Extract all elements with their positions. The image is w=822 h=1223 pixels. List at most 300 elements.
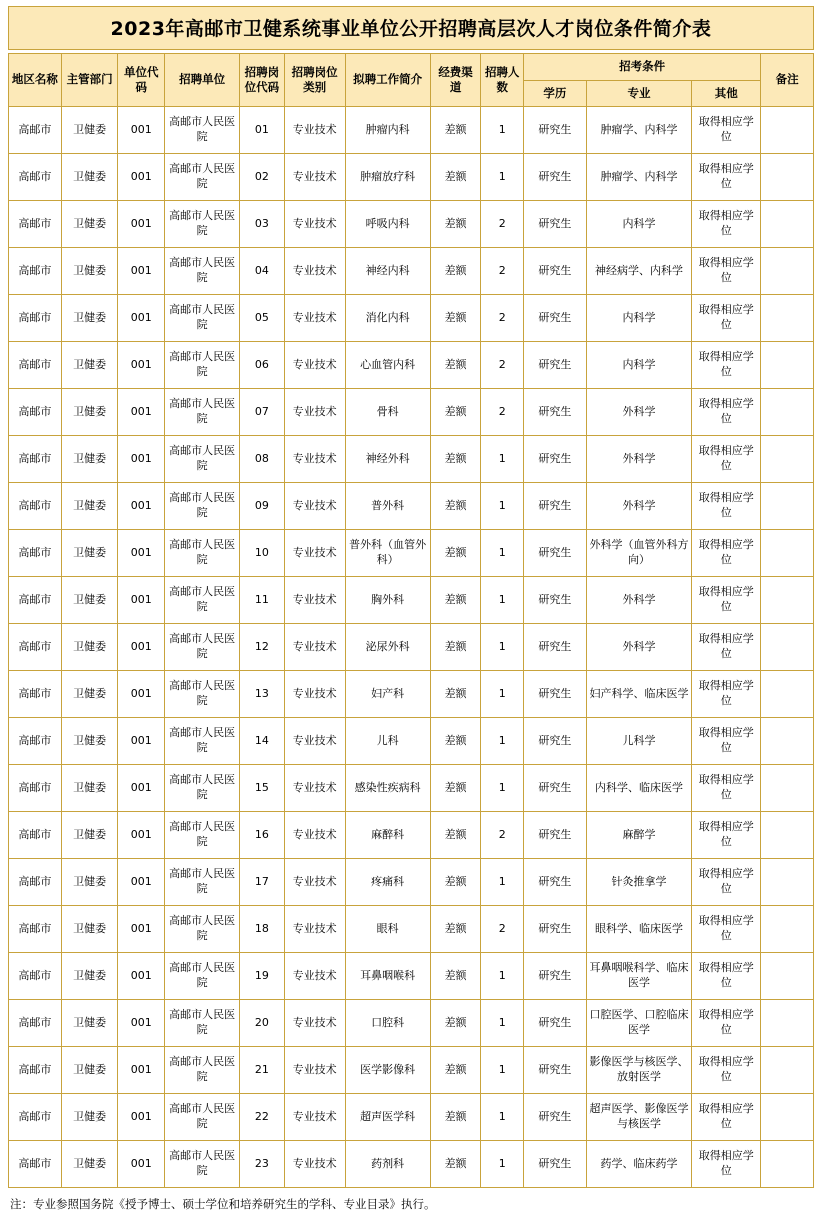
cell-remark	[761, 718, 814, 765]
cell-dept: 卫健委	[61, 953, 118, 1000]
cell-major: 外科学（血管外科方向）	[586, 530, 691, 577]
cell-dept: 卫健委	[61, 154, 118, 201]
cell-other: 取得相应学位	[692, 624, 761, 671]
cell-remark	[761, 530, 814, 577]
cell-unit: 高邮市人民医院	[165, 483, 240, 530]
cell-dept: 卫健委	[61, 718, 118, 765]
cell-major: 外科学	[586, 389, 691, 436]
cell-unit-code: 001	[118, 906, 165, 953]
cell-post-code: 03	[240, 201, 285, 248]
cell-other: 取得相应学位	[692, 953, 761, 1000]
cell-dept: 卫健委	[61, 906, 118, 953]
table-row	[9, 1141, 814, 1188]
cell-dept: 卫健委	[61, 1141, 118, 1188]
cell-unit-code: 001	[118, 1141, 165, 1188]
cell-count: 1	[481, 671, 524, 718]
cell-post-type: 专业技术	[284, 671, 345, 718]
cell-area: 高邮市	[9, 577, 62, 624]
cell-other: 取得相应学位	[692, 812, 761, 859]
cell-remark	[761, 812, 814, 859]
cell-post-code: 14	[240, 718, 285, 765]
cell-count: 1	[481, 1047, 524, 1094]
cell-funding: 差额	[430, 389, 481, 436]
table-row	[9, 201, 814, 248]
cell-area: 高邮市	[9, 389, 62, 436]
table-row	[9, 953, 814, 1000]
cell-area: 高邮市	[9, 765, 62, 812]
cell-count: 1	[481, 859, 524, 906]
col-header-conditions-group: 招考条件	[523, 54, 760, 81]
cell-education: 研究生	[523, 1000, 586, 1047]
cell-dept: 卫健委	[61, 530, 118, 577]
cell-area: 高邮市	[9, 248, 62, 295]
cell-other: 取得相应学位	[692, 436, 761, 483]
cell-funding: 差额	[430, 812, 481, 859]
cell-funding: 差额	[430, 248, 481, 295]
cell-job: 肿瘤放疗科	[345, 154, 430, 201]
cell-unit: 高邮市人民医院	[165, 624, 240, 671]
cell-area: 高邮市	[9, 107, 62, 154]
cell-job: 眼科	[345, 906, 430, 953]
cell-post-code: 17	[240, 859, 285, 906]
cell-dept: 卫健委	[61, 201, 118, 248]
cell-remark	[761, 342, 814, 389]
cell-post-code: 08	[240, 436, 285, 483]
cell-major: 内科学	[586, 342, 691, 389]
cell-funding: 差额	[430, 859, 481, 906]
cell-funding: 差额	[430, 1047, 481, 1094]
cell-funding: 差额	[430, 107, 481, 154]
cell-count: 1	[481, 718, 524, 765]
cell-funding: 差额	[430, 906, 481, 953]
cell-unit: 高邮市人民医院	[165, 1047, 240, 1094]
col-header-count: 招聘人数	[481, 54, 524, 107]
footnote: 注：专业参照国务院《授予博士、硕士学位和培养研究生的学科、专业目录》执行。	[10, 1197, 436, 1212]
table-row	[9, 1094, 814, 1141]
cell-unit-code: 001	[118, 718, 165, 765]
cell-education: 研究生	[523, 201, 586, 248]
cell-education: 研究生	[523, 765, 586, 812]
cell-major: 眼科学、临床医学	[586, 906, 691, 953]
cell-post-code: 04	[240, 248, 285, 295]
cell-funding: 差额	[430, 530, 481, 577]
cell-dept: 卫健委	[61, 1047, 118, 1094]
cell-dept: 卫健委	[61, 1000, 118, 1047]
cell-funding: 差额	[430, 295, 481, 342]
cell-post-type: 专业技术	[284, 436, 345, 483]
cell-job: 肿瘤内科	[345, 107, 430, 154]
table-row	[9, 624, 814, 671]
cell-education: 研究生	[523, 389, 586, 436]
cell-education: 研究生	[523, 295, 586, 342]
cell-funding: 差额	[430, 154, 481, 201]
cell-job: 胸外科	[345, 577, 430, 624]
cell-unit: 高邮市人民医院	[165, 577, 240, 624]
cell-post-type: 专业技术	[284, 201, 345, 248]
table-row	[9, 765, 814, 812]
cell-count: 1	[481, 436, 524, 483]
cell-other: 取得相应学位	[692, 389, 761, 436]
cell-unit: 高邮市人民医院	[165, 201, 240, 248]
cell-area: 高邮市	[9, 624, 62, 671]
cell-area: 高邮市	[9, 812, 62, 859]
cell-post-code: 23	[240, 1141, 285, 1188]
cell-major: 外科学	[586, 577, 691, 624]
cell-major: 耳鼻咽喉科学、临床医学	[586, 953, 691, 1000]
cell-area: 高邮市	[9, 1000, 62, 1047]
cell-post-code: 19	[240, 953, 285, 1000]
cell-count: 1	[481, 1094, 524, 1141]
cell-major: 内科学、临床医学	[586, 765, 691, 812]
cell-post-type: 专业技术	[284, 812, 345, 859]
cell-remark	[761, 765, 814, 812]
cell-education: 研究生	[523, 812, 586, 859]
cell-major: 外科学	[586, 624, 691, 671]
cell-unit-code: 001	[118, 812, 165, 859]
cell-unit: 高邮市人民医院	[165, 342, 240, 389]
cell-post-code: 13	[240, 671, 285, 718]
cell-count: 1	[481, 154, 524, 201]
cell-job: 神经外科	[345, 436, 430, 483]
cell-funding: 差额	[430, 436, 481, 483]
table-row	[9, 107, 814, 154]
cell-remark	[761, 1000, 814, 1047]
cell-funding: 差额	[430, 577, 481, 624]
table-row	[9, 248, 814, 295]
cell-education: 研究生	[523, 1047, 586, 1094]
cell-other: 取得相应学位	[692, 671, 761, 718]
cell-unit-code: 001	[118, 1094, 165, 1141]
cell-job: 妇产科	[345, 671, 430, 718]
cell-dept: 卫健委	[61, 859, 118, 906]
cell-unit-code: 001	[118, 577, 165, 624]
table-row	[9, 295, 814, 342]
cell-unit: 高邮市人民医院	[165, 1000, 240, 1047]
cell-job: 口腔科	[345, 1000, 430, 1047]
table-row	[9, 671, 814, 718]
cell-education: 研究生	[523, 906, 586, 953]
cell-unit-code: 001	[118, 107, 165, 154]
cell-major: 肿瘤学、内科学	[586, 107, 691, 154]
cell-remark	[761, 906, 814, 953]
cell-post-type: 专业技术	[284, 107, 345, 154]
cell-funding: 差额	[430, 1141, 481, 1188]
cell-count: 1	[481, 107, 524, 154]
cell-other: 取得相应学位	[692, 1047, 761, 1094]
cell-count: 1	[481, 483, 524, 530]
cell-education: 研究生	[523, 248, 586, 295]
cell-education: 研究生	[523, 436, 586, 483]
cell-unit: 高邮市人民医院	[165, 718, 240, 765]
cell-post-code: 09	[240, 483, 285, 530]
cell-other: 取得相应学位	[692, 859, 761, 906]
cell-area: 高邮市	[9, 201, 62, 248]
cell-job: 感染性疾病科	[345, 765, 430, 812]
header-row-1	[9, 54, 814, 81]
cell-unit-code: 001	[118, 624, 165, 671]
cell-other: 取得相应学位	[692, 765, 761, 812]
cell-education: 研究生	[523, 577, 586, 624]
cell-remark	[761, 389, 814, 436]
cell-major: 影像医学与核医学、放射医学	[586, 1047, 691, 1094]
cell-other: 取得相应学位	[692, 483, 761, 530]
cell-remark	[761, 953, 814, 1000]
cell-count: 1	[481, 953, 524, 1000]
col-header-post-type: 招聘岗位类别	[284, 54, 345, 107]
cell-post-code: 10	[240, 530, 285, 577]
cell-funding: 差额	[430, 765, 481, 812]
cell-dept: 卫健委	[61, 248, 118, 295]
cell-unit: 高邮市人民医院	[165, 248, 240, 295]
cell-job: 超声医学科	[345, 1094, 430, 1141]
cell-area: 高邮市	[9, 906, 62, 953]
cell-post-code: 16	[240, 812, 285, 859]
cell-education: 研究生	[523, 1094, 586, 1141]
cell-major: 药学、临床药学	[586, 1141, 691, 1188]
cell-remark	[761, 107, 814, 154]
cell-unit: 高邮市人民医院	[165, 671, 240, 718]
cell-unit-code: 001	[118, 859, 165, 906]
cell-job: 心血管内科	[345, 342, 430, 389]
cell-post-code: 01	[240, 107, 285, 154]
cell-education: 研究生	[523, 859, 586, 906]
cell-major: 针灸推拿学	[586, 859, 691, 906]
cell-post-type: 专业技术	[284, 577, 345, 624]
cell-remark	[761, 483, 814, 530]
table-body	[9, 107, 814, 1188]
cell-area: 高邮市	[9, 953, 62, 1000]
table-header	[9, 54, 814, 107]
cell-post-type: 专业技术	[284, 1094, 345, 1141]
cell-unit-code: 001	[118, 436, 165, 483]
cell-count: 2	[481, 812, 524, 859]
cell-job: 疼痛科	[345, 859, 430, 906]
cell-education: 研究生	[523, 342, 586, 389]
cell-education: 研究生	[523, 624, 586, 671]
cell-remark	[761, 295, 814, 342]
cell-funding: 差额	[430, 201, 481, 248]
cell-post-type: 专业技术	[284, 530, 345, 577]
table-row	[9, 342, 814, 389]
cell-count: 2	[481, 295, 524, 342]
cell-unit-code: 001	[118, 1047, 165, 1094]
cell-dept: 卫健委	[61, 1094, 118, 1141]
cell-other: 取得相应学位	[692, 201, 761, 248]
cell-major: 外科学	[586, 436, 691, 483]
page-title: 2023年高邮市卫健系统事业单位公开招聘高层次人才岗位条件简介表	[8, 6, 814, 50]
col-header-major: 专业	[586, 80, 691, 107]
cell-remark	[761, 436, 814, 483]
cell-count: 1	[481, 1000, 524, 1047]
cell-job: 儿科	[345, 718, 430, 765]
cell-education: 研究生	[523, 154, 586, 201]
cell-other: 取得相应学位	[692, 718, 761, 765]
cell-unit-code: 001	[118, 953, 165, 1000]
cell-other: 取得相应学位	[692, 906, 761, 953]
cell-funding: 差额	[430, 483, 481, 530]
cell-unit-code: 001	[118, 201, 165, 248]
cell-dept: 卫健委	[61, 436, 118, 483]
cell-major: 内科学	[586, 295, 691, 342]
cell-job: 泌尿外科	[345, 624, 430, 671]
cell-remark	[761, 577, 814, 624]
cell-education: 研究生	[523, 483, 586, 530]
cell-dept: 卫健委	[61, 812, 118, 859]
cell-area: 高邮市	[9, 342, 62, 389]
cell-dept: 卫健委	[61, 483, 118, 530]
cell-other: 取得相应学位	[692, 107, 761, 154]
cell-post-type: 专业技术	[284, 624, 345, 671]
cell-unit-code: 001	[118, 248, 165, 295]
cell-count: 2	[481, 248, 524, 295]
cell-remark	[761, 1047, 814, 1094]
cell-dept: 卫健委	[61, 342, 118, 389]
cell-count: 2	[481, 906, 524, 953]
cell-major: 妇产科学、临床医学	[586, 671, 691, 718]
cell-funding: 差额	[430, 1094, 481, 1141]
recruitment-table	[8, 53, 814, 1188]
cell-dept: 卫健委	[61, 671, 118, 718]
table-row	[9, 154, 814, 201]
cell-funding: 差额	[430, 342, 481, 389]
cell-other: 取得相应学位	[692, 577, 761, 624]
cell-remark	[761, 859, 814, 906]
cell-unit: 高邮市人民医院	[165, 1141, 240, 1188]
cell-dept: 卫健委	[61, 624, 118, 671]
cell-other: 取得相应学位	[692, 530, 761, 577]
cell-major: 儿科学	[586, 718, 691, 765]
cell-major: 麻醉学	[586, 812, 691, 859]
cell-other: 取得相应学位	[692, 295, 761, 342]
cell-post-type: 专业技术	[284, 295, 345, 342]
cell-remark	[761, 671, 814, 718]
cell-post-type: 专业技术	[284, 906, 345, 953]
cell-dept: 卫健委	[61, 577, 118, 624]
cell-post-code: 06	[240, 342, 285, 389]
cell-remark	[761, 248, 814, 295]
cell-remark	[761, 201, 814, 248]
cell-major: 内科学	[586, 201, 691, 248]
cell-post-type: 专业技术	[284, 1047, 345, 1094]
cell-education: 研究生	[523, 530, 586, 577]
cell-remark	[761, 1094, 814, 1141]
cell-post-type: 专业技术	[284, 859, 345, 906]
col-header-area: 地区名称	[9, 54, 62, 107]
cell-dept: 卫健委	[61, 295, 118, 342]
cell-post-type: 专业技术	[284, 483, 345, 530]
cell-area: 高邮市	[9, 1094, 62, 1141]
col-header-remark: 备注	[761, 54, 814, 107]
table-row	[9, 483, 814, 530]
col-header-other: 其他	[692, 80, 761, 107]
col-header-education: 学历	[523, 80, 586, 107]
table-row	[9, 577, 814, 624]
cell-post-code: 15	[240, 765, 285, 812]
col-header-post-code: 招聘岗位代码	[240, 54, 285, 107]
cell-post-type: 专业技术	[284, 1141, 345, 1188]
cell-count: 2	[481, 389, 524, 436]
col-header-unit: 招聘单位	[165, 54, 240, 107]
cell-major: 超声医学、影像医学与核医学	[586, 1094, 691, 1141]
cell-job: 普外科	[345, 483, 430, 530]
cell-unit-code: 001	[118, 154, 165, 201]
cell-job: 医学影像科	[345, 1047, 430, 1094]
cell-post-type: 专业技术	[284, 718, 345, 765]
cell-area: 高邮市	[9, 1141, 62, 1188]
cell-count: 1	[481, 624, 524, 671]
table-row	[9, 718, 814, 765]
cell-job: 普外科（血管外科）	[345, 530, 430, 577]
cell-unit-code: 001	[118, 389, 165, 436]
cell-post-code: 12	[240, 624, 285, 671]
cell-dept: 卫健委	[61, 107, 118, 154]
cell-funding: 差额	[430, 1000, 481, 1047]
cell-remark	[761, 624, 814, 671]
cell-education: 研究生	[523, 107, 586, 154]
cell-area: 高邮市	[9, 859, 62, 906]
cell-unit-code: 001	[118, 530, 165, 577]
cell-unit: 高邮市人民医院	[165, 1094, 240, 1141]
cell-post-type: 专业技术	[284, 154, 345, 201]
cell-post-type: 专业技术	[284, 389, 345, 436]
cell-unit: 高邮市人民医院	[165, 389, 240, 436]
cell-major: 肿瘤学、内科学	[586, 154, 691, 201]
table-row	[9, 906, 814, 953]
table-row	[9, 812, 814, 859]
cell-dept: 卫健委	[61, 389, 118, 436]
cell-dept: 卫健委	[61, 765, 118, 812]
cell-post-code: 02	[240, 154, 285, 201]
cell-area: 高邮市	[9, 530, 62, 577]
cell-unit: 高邮市人民医院	[165, 436, 240, 483]
col-header-unit-code: 单位代码	[118, 54, 165, 107]
cell-area: 高邮市	[9, 295, 62, 342]
cell-post-code: 20	[240, 1000, 285, 1047]
cell-job: 药剂科	[345, 1141, 430, 1188]
col-header-dept: 主管部门	[61, 54, 118, 107]
cell-post-type: 专业技术	[284, 248, 345, 295]
table-row	[9, 859, 814, 906]
cell-area: 高邮市	[9, 1047, 62, 1094]
table-row	[9, 1047, 814, 1094]
cell-job: 消化内科	[345, 295, 430, 342]
cell-other: 取得相应学位	[692, 1094, 761, 1141]
cell-funding: 差额	[430, 953, 481, 1000]
cell-post-type: 专业技术	[284, 953, 345, 1000]
cell-other: 取得相应学位	[692, 342, 761, 389]
cell-area: 高邮市	[9, 671, 62, 718]
cell-unit: 高邮市人民医院	[165, 154, 240, 201]
cell-other: 取得相应学位	[692, 248, 761, 295]
cell-unit: 高邮市人民医院	[165, 765, 240, 812]
col-header-funding: 经费渠道	[430, 54, 481, 107]
cell-job: 神经内科	[345, 248, 430, 295]
cell-other: 取得相应学位	[692, 1141, 761, 1188]
cell-area: 高邮市	[9, 436, 62, 483]
cell-funding: 差额	[430, 718, 481, 765]
cell-post-type: 专业技术	[284, 765, 345, 812]
cell-post-type: 专业技术	[284, 342, 345, 389]
cell-count: 1	[481, 1141, 524, 1188]
cell-unit: 高邮市人民医院	[165, 906, 240, 953]
cell-unit-code: 001	[118, 342, 165, 389]
cell-remark	[761, 154, 814, 201]
cell-post-code: 05	[240, 295, 285, 342]
cell-other: 取得相应学位	[692, 1000, 761, 1047]
cell-unit: 高邮市人民医院	[165, 859, 240, 906]
cell-count: 2	[481, 342, 524, 389]
cell-post-code: 21	[240, 1047, 285, 1094]
